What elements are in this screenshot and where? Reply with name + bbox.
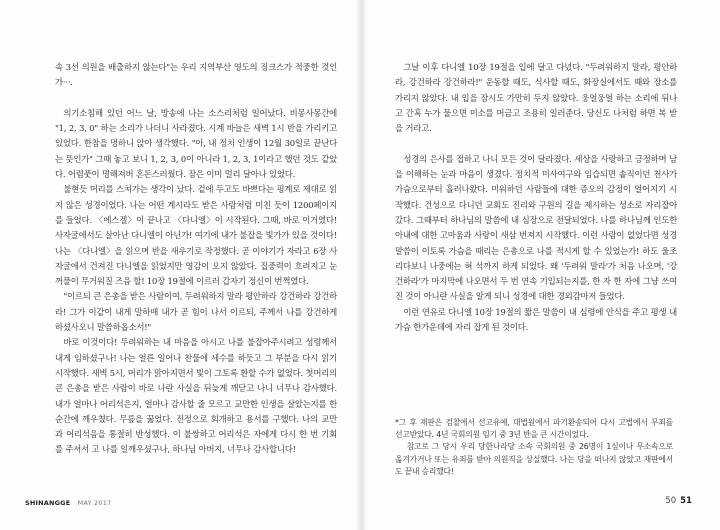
right-page-body [395,60,677,335]
footnote-1: *그 후 재판은 검찰에서 선고유예, 대법원에서 파기환송되어 다시 고법에서 무죄를 선고받았다. 4년 국회의원 임기 중 3년 반을 큰 시간이었다. [395,418,673,440]
footnote-2: 참고로 그 당시 우리 당한나라당 소속 국회의원 중 26명이 1심이나 무소속으로 옮겨가거나 또는 유죄를 받아 의원직을 상실했다. 나는 당을 떠나지 않았고 재판에서도 끝내 승리했다! [395,442,673,476]
left-folio [25,499,111,507]
left-paragraph-2: 의기소침해 있던 어느 날, 방송에 나는 소스리처럼 일어났다. 비몽사몽간에 "1, 2, 3, 0" 하는 소리가 나더니 사라졌다. 시계 바늘은 새벽 1시 반을 가리키고 있었다. 한참을 멍하니 앉아 생각했다. "아, 내 정치 인생이 12월 30일로 끝난다는 뜻인가" 그때 놓고 보니 1, 2, 3, 0이 아니라 1, 2, 3, 1이라고 했던 것도 같았다. 어렴풋이 명해져버 혼돈스러웠다. 잠은 이미 멀리 달아나 있었다. [55,107,337,180]
page-number-right: 51 [680,496,692,506]
right-folio [665,496,692,506]
page-number-left: 50 [665,496,677,506]
issue-date: MAY 2017 [77,499,112,507]
left-paragraph-3: 불현듯 머리를 스쳐가는 생각이 났다. 겉에 두고도 바쁘다는 핑계로 제대로 읽지 않은 성경이었다. 나는 어떤 계시라도 받은 사람처럼 미친 듯이 1200페이지를 들었다. 〈에스겔〉이 끝나고 〈다니엘〉이 시작된다. 그때, 바로 이거였다! 사자굴에서도 살아난 다니엘이 아닌가! 여기에 내가 불잡을 빛가가 있을 것이다! 나는 〈다니엘〉을 읽으며 반을 새우기로 작정했다. 곧 이야기가 자라고 6장 사자굴에서 건져진 다니엘을 읽었지만 영감이 오지 않았다. 집중력이 흐려지고 눈꺼풀이 무거워질 즈음 할! 10장 19절에 이르러 갑자기 정신이 번쩍였다. [55,184,337,287]
left-paragraph-5: 바로 이것이다! 두려워하는 내 마음을 아시고 나를 불잡아주시려고 성령께서 내게 임하셨구나! 나는 얼른 일어나 찬물에 세수를 하듯고 그 부분을 다시 읽기 시작했다. 새벽 5시, 머리가 맑아지면서 빛이 그토록 환할 수가 없었다. 첫머리의 큰 은총을 받은 사람이 바로 나란 사실을 뒤늦게 깨닫고 나니 너무나 감사했다. 내가 얼마나 어리석은지, 얼마나 감사할 줄 모르고 교만한 인생을 살았는지를 한순간에 깨우쳤다. 무릎을 꿇었다. 진정으로 회개하고 용서를 구했다. 나의 교만과 어리석음을 통절히 반성했다. 이 불쌍하고 어리석은 자에게 다시 한 번 기회를 주셔서 고 나를 일깨우셨구나, 하나님 아버지, 너무나 감사합니다! [55,337,337,455]
footnote-box [395,417,673,478]
right-paragraph-1: 그날 이후 다니엘 10장 19절을 입에 달고 다녔다. "두려워하지 말라, 평안하라, 강건하라 강건하라!" 운동할 때도, 식사할 때도, 화장실에서도 때와 장소를 가리지 않았다. 내 입을 잠시도 가만히 두지 않았다. 웅얼웅얼 하는 소리에 뒤나고 간혹 누가 물으면 미소를 머금고 조용히 일러준다. 당신도 나처럼 하면 복 받을 거라고. [395,62,677,134]
right-paragraph-3: 이런 연유로 다니엘 10장 19절의 짧은 말씀이 내 심령에 안식을 주고 평생 내 가슴 한가운데에 자리 잡게 된 것이다. [395,306,677,333]
left-scripture-quote: "이르되 큰 은총을 받은 사람이여, 두려워하지 말라 평안하라 강건하라 강건하라! 그가 이같이 내게 말하매 내가 곧 힘이 나서 이르되, 주께서 나를 강건하게 하셨사오니 말씀하옵소서!" [55,291,337,333]
magazine-name: SHINANGGE [25,499,71,507]
left-page-body [55,60,337,458]
left-paragraph-1: 속 3선 의원을 배출하지 않는다"는 우리 지역부산 영도의 징크스가 적중한 것인가···. [55,62,337,88]
page-gutter [355,0,367,530]
right-paragraph-2: 성경의 은사를 접하고 나니 모든 것이 달라졌다. 세상을 사랑하고 긍정하며 남을 이해하는 눈과 마음이 생겼다. 정치적 미사여구와 임습되면 솥직이던 천사가 가슴으로부터 흘러나왔다. 미워하던 사람들에 대한 증오의 감정이 얼어지기 시작했다. 건성으로 다니던 교회도 진리와 구원의 길을 제시하는 성소로 자리잡아갔다. 그때부터 하나님의 말씀에 내 심장으로 전달되었다. 나를 하나님께 인도한 아내에 대한 고마움과 사랑이 새삼 번져지 시작했다. 이런 사람이 없었다면 성경 말씀이 이토록 가슴을 때리는 은총으로 나를 적시게 할 수 있었는가! 하도 울조리다보니 나중에는 혀 석까지 하게 되었다. 왜 '두려워 말라'가 처음 나오며, '강건하라'가 마지막에 나오면서 두 번 연속 기입되는지를, 한 자 한 자에 그냥 쓰여진 것이 아니란 사실을 알게 되니 성경에 대한 경외감마저 들었다. [395,153,677,302]
